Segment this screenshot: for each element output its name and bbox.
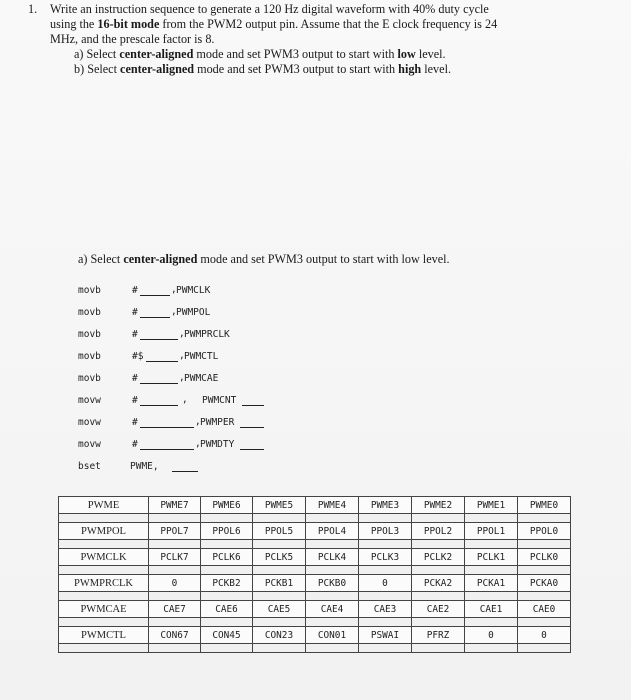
blank-row [59, 644, 571, 653]
bit-cell: PCKB0 [306, 575, 359, 592]
immediate-prefix: # [132, 307, 138, 318]
bit-cell: PCLK5 [253, 549, 306, 566]
bit-cell: CON23 [253, 627, 306, 644]
bit-cell: PPOL1 [465, 523, 518, 540]
table-row [59, 549, 571, 566]
bit-cell: CAE5 [253, 601, 306, 618]
bit-cell: PCKA1 [465, 575, 518, 592]
bit-cell: PCLK4 [306, 549, 359, 566]
bit-cell: PWME0 [518, 497, 571, 514]
bit-cell: PPOL4 [306, 523, 359, 540]
operand: PWME, [130, 461, 159, 472]
bit-cell: PCLK0 [518, 549, 571, 566]
question-part-a: a) Select center-aligned mode and set PWM3 output to start with low level. [74, 47, 446, 61]
bit-cell: PWME5 [253, 497, 306, 514]
immediate-prefix: # [132, 373, 138, 384]
question-block [28, 2, 608, 77]
register-name: PWMCNT [202, 395, 237, 406]
immediate-prefix: # [132, 417, 138, 428]
fill-blank[interactable] [140, 285, 170, 296]
document-page: 1. Write an instruction sequence to generate a 120 Hz digital waveform with 40% duty cycle using the 16-bit mode from the PWM2 output pin. Assume that the E clock frequency is 24 MHz, and the prescale factor is 8. a) Select center-aligned mode and set PWM3 output to start with low level. b) Select center-aligned mode and set PWM3 output to start with high level. a) Select center-aligned mode and set PWM3 output to start with low level. movb # , PWMCLK movb # , PWMPOL movb # , PWMPRCLK movb #$ , PWMCTL movb # , PWMCAE movw # , PWMCNT movw # , PWMPER movw # , PWMDTY bset PWME, PWME PWME7 PWME6 PWME5 PWME4 PWME3 PWME2 PWME1 PWME0 PWMPOL PPOL7 PPOL6 PPOL5 PPOL4 PPOL3 PPOL2 PPOL1 PPOL0 PWMCLK PCLK7 PCLK6 PCLK5 PCLK4 PCLK3 PCLK2 PCLK1 PCLK0 PWMPRCLK 0 PCKB2 PCKB1 PCKB0 0 PCKA2 PCKA1 PCKA0 PWMCAE CAE7 CAE6 CAE5 CAE4 CAE3 CAE2 CAE1 CAE0 PWMCTL CON67 CON45 CON23 CON01 PSWAI PFRZ 0 0 [0, 0, 631, 700]
bit-cell: CAE7 [149, 601, 201, 618]
mnemonic: bset [78, 461, 101, 472]
bit-cell: CAE6 [201, 601, 253, 618]
blank-row [59, 566, 571, 575]
bit-cell: PPOL3 [359, 523, 412, 540]
mnemonic: movw [78, 417, 101, 428]
register-name: PWMPER [200, 417, 235, 428]
fill-blank[interactable] [140, 307, 170, 318]
bit-cell: PPOL5 [253, 523, 306, 540]
register-name-cell: PWMPOL [59, 523, 149, 540]
bit-cell: 0 [518, 627, 571, 644]
register-name: PWMCLK [176, 285, 211, 296]
bit-cell: PCLK7 [149, 549, 201, 566]
fill-blank[interactable] [146, 351, 178, 362]
mnemonic: movb [78, 329, 101, 340]
bit-cell: CAE4 [306, 601, 359, 618]
register-name: PWMPRCLK [184, 329, 230, 340]
bit-cell: PFRZ [412, 627, 465, 644]
fill-blank[interactable] [140, 373, 178, 384]
bit-cell: PPOL6 [201, 523, 253, 540]
section-a-title: a) Select center-aligned mode and set PWM3 output to start with low level. [78, 252, 450, 266]
fill-blank[interactable] [140, 395, 178, 406]
bit-cell: CAE0 [518, 601, 571, 618]
mnemonic: movb [78, 307, 101, 318]
bit-cell: CAE3 [359, 601, 412, 618]
bit-cell: 0 [359, 575, 412, 592]
bit-cell: PCLK3 [359, 549, 412, 566]
bit-cell: PWME4 [306, 497, 359, 514]
fill-blank[interactable] [140, 417, 194, 428]
blank-row [59, 618, 571, 627]
register-name: PWMCAE [184, 373, 219, 384]
blank-row [59, 540, 571, 549]
bit-cell: PPOL2 [412, 523, 465, 540]
register-name-cell: PWMPRCLK [59, 575, 149, 592]
bit-cell: PCLK2 [412, 549, 465, 566]
bit-cell: PCKA0 [518, 575, 571, 592]
blank-row [59, 514, 571, 523]
table-row [59, 575, 571, 592]
bit-cell: PCLK6 [201, 549, 253, 566]
register-table [58, 496, 571, 653]
bit-cell: PPOL0 [518, 523, 571, 540]
register-name-cell: PWMCLK [59, 549, 149, 566]
question-number: 1. [28, 2, 38, 16]
bit-cell: CON45 [201, 627, 253, 644]
bit-cell: PWME6 [201, 497, 253, 514]
mnemonic: movb [78, 285, 101, 296]
register-name: PWMPOL [176, 307, 211, 318]
immediate-prefix: # [132, 285, 138, 296]
bit-cell: PCLK1 [465, 549, 518, 566]
bit-cell: CAE2 [412, 601, 465, 618]
immediate-prefix: #$ [132, 351, 144, 362]
bit-cell: PWME1 [465, 497, 518, 514]
bit-cell: PPOL7 [149, 523, 201, 540]
mnemonic: movw [78, 395, 101, 406]
blank-row [59, 592, 571, 601]
bit-cell: PWME3 [359, 497, 412, 514]
table-row [59, 627, 571, 644]
bit-cell: PWME2 [412, 497, 465, 514]
bit-cell: 0 [465, 627, 518, 644]
question-line-2: using the 16-bit mode from the PWM2 output pin. Assume that the E clock frequency is 24 [50, 17, 498, 31]
bit-cell: CAE1 [465, 601, 518, 618]
fill-blank[interactable] [240, 439, 264, 450]
register-name-cell: PWMCTL [59, 627, 149, 644]
mnemonic: movb [78, 351, 101, 362]
fill-blank[interactable] [240, 417, 264, 428]
fill-blank[interactable] [140, 329, 178, 340]
fill-blank[interactable] [242, 395, 264, 406]
bit-cell: PWME7 [149, 497, 201, 514]
bit-cell: CON01 [306, 627, 359, 644]
register-name: PWMCTL [184, 351, 219, 362]
question-part-b: b) Select center-aligned mode and set PWM3 output to start with high level. [74, 62, 451, 76]
mnemonic: movb [78, 373, 101, 384]
register-name: PWMDTY [200, 439, 235, 450]
table-row [59, 523, 571, 540]
bit-cell: PCKB1 [253, 575, 306, 592]
bit-cell: 0 [149, 575, 201, 592]
bit-cell: CON67 [149, 627, 201, 644]
bit-cell: PSWAI [359, 627, 412, 644]
table-row [59, 497, 571, 514]
register-name-cell: PWMCAE [59, 601, 149, 618]
bit-cell: PCKB2 [201, 575, 253, 592]
immediate-prefix: # [132, 329, 138, 340]
fill-blank[interactable] [140, 439, 194, 450]
fill-blank[interactable] [172, 461, 198, 472]
question-line-1: Write an instruction sequence to generate a 120 Hz digital waveform with 40% duty cycle [50, 2, 489, 16]
table-row [59, 601, 571, 618]
bit-cell: PCKA2 [412, 575, 465, 592]
register-name-cell: PWME [59, 497, 149, 514]
question-line-3: MHz, and the prescale factor is 8. [50, 32, 215, 46]
mnemonic: movw [78, 439, 101, 450]
immediate-prefix: # [132, 439, 138, 450]
immediate-prefix: # [132, 395, 138, 406]
